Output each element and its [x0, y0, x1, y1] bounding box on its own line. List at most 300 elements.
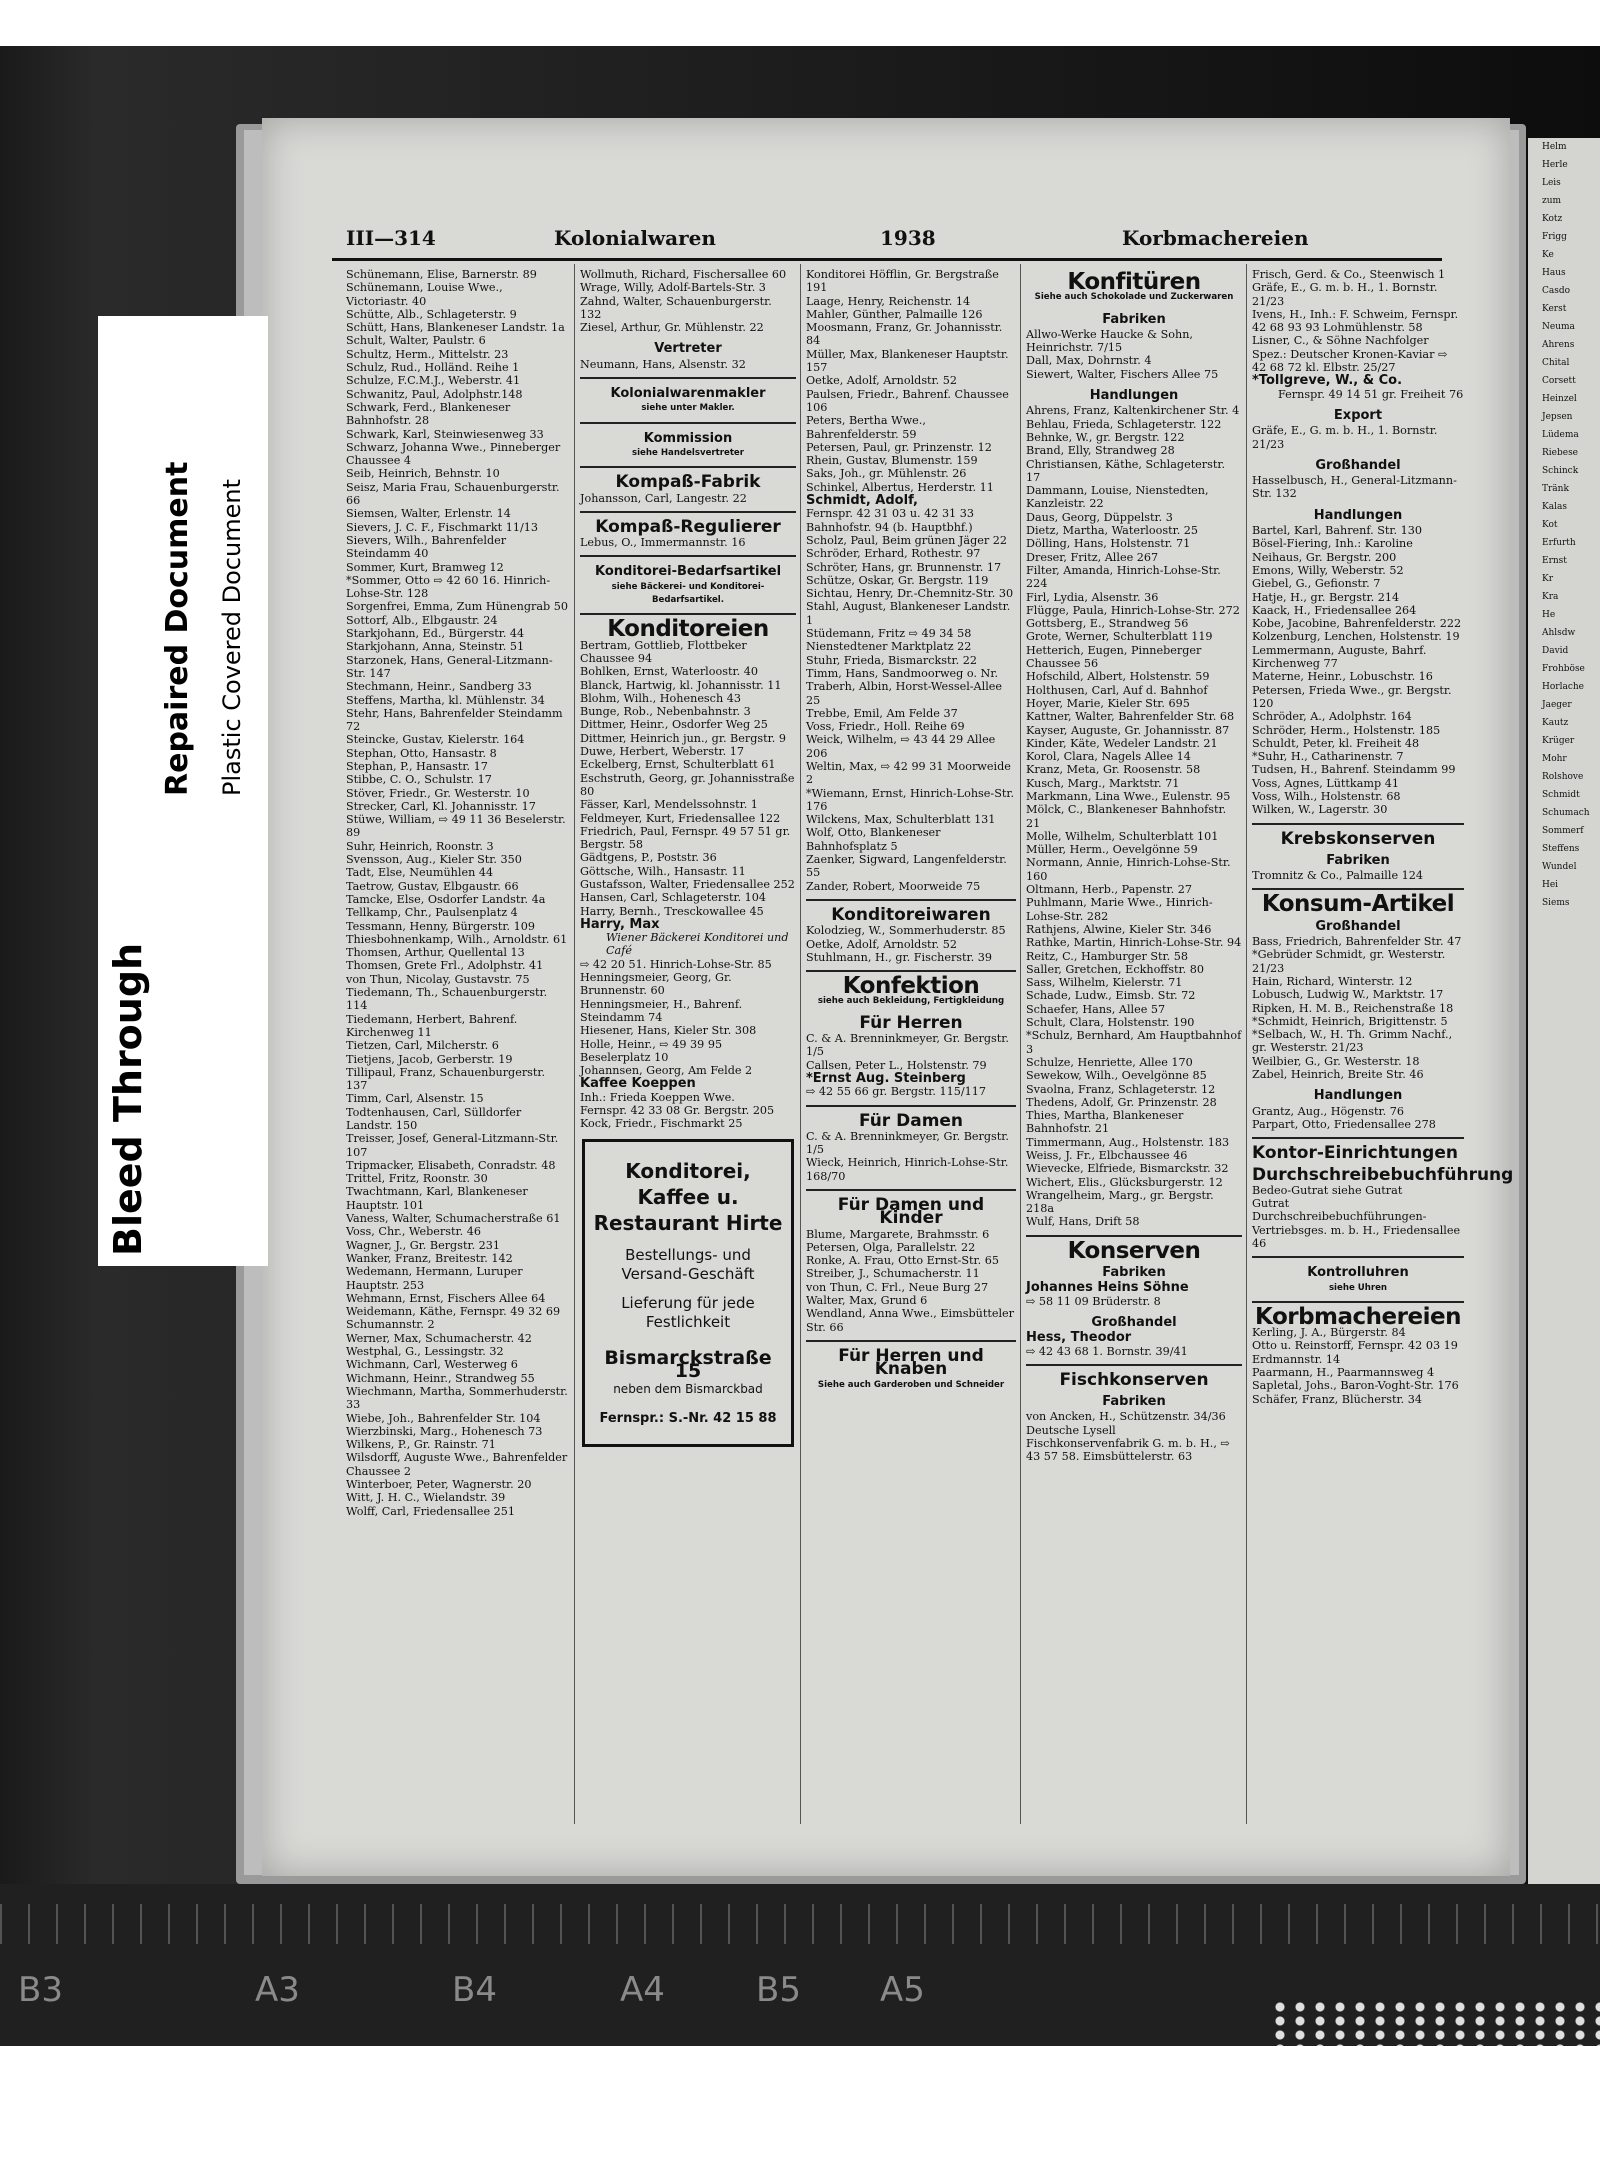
entry-address: ⇨ 58 11 09 Brüderstr. 8 — [1026, 1294, 1161, 1308]
directory-entry: Stuhlmann, H., gr. Fischerstr. 39 — [806, 950, 992, 964]
directory-entry: Timm, Hans, Sandmoorweg o. Nr. — [806, 666, 999, 680]
directory-entry: Tellkamp, Chr., Paulsenplatz 4 — [346, 906, 518, 920]
facing-page-fragment — [1528, 138, 1600, 1898]
bold-entry: *Ernst Aug. Steinberg — [806, 1070, 966, 1086]
directory-entry: Tiedemann, Herbert, Bahrenf. Kirchenweg 11 — [346, 1012, 518, 1039]
facing-page-word: Heinzel — [1542, 394, 1577, 404]
bold-entry: Johannes Heins Söhne — [1026, 1280, 1189, 1296]
ad-address: Bismarckstraße 15 — [604, 1346, 772, 1382]
directory-entry: Hetterich, Eugen, Pinneberger Chaussee 56 — [1026, 643, 1202, 671]
directory-entry: Wehmann, Ernst, Fischers Allee 64 — [346, 1291, 546, 1305]
column-5 — [1252, 268, 1514, 1406]
directory-entry: Wichert, Elis., Glücksburgerstr. 12 — [1026, 1175, 1223, 1189]
directory-entry: Hansen, Carl, Schlageterstr. 104 — [580, 891, 767, 905]
directory-entry: Trittel, Fritz, Roonstr. 30 — [346, 1172, 488, 1186]
directory-entry: Taetrow, Gustav, Elbgaustr. 66 — [346, 879, 519, 893]
directory-entry: Schult, Walter, Paulstr. 6 — [346, 334, 486, 348]
facing-page-word: zum — [1542, 196, 1562, 206]
directory-entry: Tromnitz & Co., Palmaille 124 — [1252, 869, 1423, 883]
section-heading: Großhandel — [1091, 1314, 1177, 1330]
rule — [1026, 1364, 1242, 1366]
entry-list — [806, 1228, 1016, 1334]
facing-page-word: Schmidt — [1542, 790, 1580, 800]
entry-list — [1252, 474, 1464, 501]
directory-entry: Sommer, Kurt, Bramweg 12 — [346, 560, 504, 574]
directory-entry: Schwarz, Johanna Wwe., Pinneberger Chaussee 4 — [346, 440, 561, 468]
facing-page-word: Schumach — [1542, 808, 1590, 818]
facing-page-word: Ahlsdw — [1542, 628, 1576, 638]
directory-entry: Wolf, Otto, Blankeneser Bahnhofsplatz 5 — [806, 826, 941, 853]
ruler-mark: B4 — [452, 1970, 497, 2010]
directory-entry: Steincke, Gustav, Kielerstr. 164 — [346, 733, 525, 747]
entry-list — [580, 536, 796, 549]
directory-entry: Traberh, Albin, Horst-Wessel-Allee 25 — [806, 680, 1003, 707]
section-heading: Für Damen und Kinder — [837, 1195, 985, 1229]
directory-entry: Fernspr. 42 31 03 u. 42 31 33 — [806, 507, 974, 521]
section-heading: Konsum-Artikel — [1261, 891, 1455, 918]
facing-page-word: Frohböse — [1542, 664, 1585, 674]
entry-list — [580, 639, 796, 918]
directory-entry: Blohm, Wilh., Hohenesch 43 — [580, 691, 741, 705]
facing-page-word: Corsett — [1542, 376, 1576, 386]
advertisement-box — [582, 1139, 794, 1448]
directory-entry: Sievers, J. C. F., Fischmarkt 11/13 — [346, 520, 538, 534]
entry-list — [806, 1032, 1016, 1072]
directory-entry: Schuldt, Peter, kl. Freiheit 48 — [1252, 736, 1420, 750]
directory-entry: Schütze, Oskar, Gr. Bergstr. 119 — [806, 573, 989, 587]
directory-entry: Schwark, Ferd., Blankeneser Bahnhofstr. 28 — [346, 400, 511, 428]
directory-entry: Dammann, Louise, Nienstedten, Kanzleistr. 22 — [1026, 484, 1209, 511]
entry-list — [1252, 935, 1464, 1081]
directory-entry: Wrage, Willy, Adolf-Bartels-Str. 3 — [580, 281, 766, 295]
directory-entry: Sewekow, Wilh., Oevelgönne 85 — [1026, 1069, 1207, 1083]
directory-entry: Suhr, Heinrich, Roonstr. 3 — [346, 839, 494, 853]
directory-entry: Thedens, Adolf, Gr. Prinzenstr. 28 — [1026, 1095, 1217, 1109]
directory-entry: Schünemann, Louise Wwe., Victoriastr. 40 — [346, 281, 503, 308]
directory-entry: Schwark, Karl, Steinwiesenweg 33 — [346, 427, 544, 441]
entry-list — [1252, 424, 1464, 451]
directory-entry: Hofschild, Albert, Holstenstr. 59 — [1026, 670, 1210, 684]
directory-entry: Inh.: Frieda Koeppen Wwe. — [580, 1090, 735, 1104]
directory-entry: Streiber, J., Schumacherstr. 11 — [806, 1267, 980, 1281]
directory-entry: Dittmer, Heinrich jun., gr. Bergstr. 9 — [580, 731, 786, 745]
ruler-ticks — [0, 1904, 1600, 1944]
right-running-title: Korbmachereien — [1122, 226, 1309, 250]
section-heading: Fischkonserven — [1059, 1369, 1209, 1390]
directory-entry: Reitz, C., Hamburger Str. 58 — [1026, 949, 1189, 963]
entry-list — [806, 268, 1016, 494]
entry-list — [806, 534, 1016, 893]
directory-entry: Sievers, Wilh., Bahrenfelder Steindamm 40 — [346, 533, 507, 561]
facing-page-word: Kerst — [1542, 304, 1567, 314]
section-heading: Fabriken — [1326, 852, 1390, 868]
directory-entry: Stechmann, Heinr., Sandberg 33 — [346, 680, 532, 694]
section-heading: Fabriken — [1102, 1265, 1166, 1281]
directory-entry: Rathjens, Alwine, Kieler Str. 346 — [1026, 922, 1212, 936]
section-heading: Kontrolluhren — [1307, 1265, 1409, 1281]
facing-page-word: Kautz — [1542, 718, 1569, 728]
directory-entry: Deutsche Lysell Fischkonservenfabrik G. m. b. H., ⇨ 43 57 58. Eimsbüttelerstr. 63 — [1026, 1423, 1230, 1464]
section-note: Siehe auch Garderoben und Schneider — [817, 1379, 1005, 1390]
directory-entry: Walter, Max, Grund 6 — [806, 1294, 928, 1308]
directory-entry: Voss, Agnes, Lüttkamp 41 — [1252, 776, 1399, 790]
ruler-mark: B3 — [18, 1970, 63, 2010]
facing-page-word: Frigg — [1542, 232, 1567, 242]
directory-entry: Filter, Amanda, Hinrich-Lohse-Str. 224 — [1026, 563, 1221, 591]
directory-entry: Bartel, Karl, Bahrenf. Str. 130 — [1252, 524, 1422, 538]
rule — [580, 511, 796, 513]
facing-page-word: Ke — [1542, 250, 1554, 260]
directory-entry: Gustafsson, Walter, Friedensallee 252 — [580, 877, 795, 891]
directory-entry: Otto u. Reinstorff, Fernspr. 42 03 19 Erdmannstr. 14 — [1252, 1339, 1458, 1366]
directory-entry: Wichmann, Heinr., Strandweg 55 — [346, 1371, 535, 1385]
directory-entry: Gutrat Durchschreibebuchführungen-Vertriebsges. m. b. H., Friedensallee 46 — [1252, 1197, 1461, 1250]
directory-entry: Schade, Ludw., Eimsb. Str. 72 — [1026, 989, 1196, 1003]
rule — [806, 970, 1016, 972]
directory-entry: von Thun, Nicolay, Gustavstr. 75 — [346, 972, 530, 986]
directory-entry: Sapletal, Johs., Baron-Voght-Str. 176 — [1252, 1379, 1459, 1393]
section-heading: Krebskonserven — [1280, 828, 1436, 849]
entry-list — [580, 358, 796, 371]
facing-page-word: Kr — [1542, 574, 1554, 584]
directory-entry: Materne, Heinr., Lobuschstr. 16 — [1252, 670, 1433, 684]
directory-entry: Zaenker, Sigward, Langenfelderstr. 55 — [806, 853, 1007, 880]
directory-entry: Molle, Wilhelm, Schulterblatt 101 — [1026, 829, 1219, 843]
rule — [1026, 1235, 1242, 1237]
section-heading: Korbmachereien — [1255, 1303, 1461, 1330]
facing-page-word: Ahrens — [1542, 340, 1575, 350]
directory-entry: Bahnhofstr. 94 (b. Hauptbhf.) — [806, 520, 973, 534]
entry-list — [806, 507, 1016, 534]
directory-entry: Kranz, Meta, Gr. Roosenstr. 58 — [1026, 763, 1201, 777]
directory-entry: *Suhr, H., Catharinenstr. 7 — [1252, 750, 1404, 764]
directory-entry: Lebus, O., Immermannstr. 16 — [580, 536, 746, 550]
directory-entry: Mahler, Günther, Palmaille 126 — [806, 307, 983, 321]
ruler-mark: A3 — [255, 1970, 300, 2010]
directory-entry: Wievecke, Elfriede, Bismarckstr. 32 — [1026, 1162, 1229, 1176]
directory-entry: Westphal, G., Lessingstr. 32 — [346, 1345, 504, 1359]
facing-page-word: Hei — [1542, 880, 1559, 890]
directory-entry: Werner, Max, Schumacherstr. 42 — [346, 1331, 532, 1345]
directory-entry: Wiebe, Joh., Bahrenfelder Str. 104 — [346, 1411, 541, 1425]
directory-entry: Seib, Heinrich, Behnstr. 10 — [346, 467, 500, 481]
directory-entry: Schult, Clara, Holstenstr. 190 — [1026, 1016, 1195, 1030]
directory-entry: Schröder, Erhard, Rothestr. 97 — [806, 547, 981, 561]
directory-entry: Wagner, J., Gr. Bergstr. 231 — [346, 1238, 501, 1252]
directory-entry: Fernspr. 42 33 08 Gr. Bergstr. 205 — [580, 1104, 775, 1118]
directory-entry: Dall, Max, Dohrnstr. 4 — [1026, 354, 1152, 368]
facing-page-word: Jepsen — [1542, 412, 1573, 422]
directory-entry: Dittmer, Heinr., Osdorfer Weg 25 — [580, 718, 768, 732]
entry-list — [1252, 1105, 1464, 1132]
directory-entry: von Thun, C. Frl., Neue Burg 27 — [806, 1280, 989, 1294]
section-heading: Fabriken — [1102, 311, 1166, 327]
section-heading: Großhandel — [1315, 918, 1401, 934]
entry-list — [1252, 268, 1464, 374]
directory-entry: Siewert, Walter, Fischers Allee 75 — [1026, 367, 1219, 381]
directory-entry: Oetke, Adolf, Arnoldstr. 52 — [806, 374, 958, 388]
column-4 — [1026, 268, 1242, 1464]
directory-entry: Weiss, J. Fr., Elbchaussee 46 — [1026, 1149, 1188, 1162]
directory-entry: Wichmann, Carl, Westerweg 6 — [346, 1358, 518, 1372]
section-heading: Konditoreien — [607, 616, 769, 643]
directory-entry: Winterboer, Peter, Wagnerstr. 20 — [346, 1478, 532, 1492]
directory-entry: Dreser, Fritz, Allee 267 — [1026, 550, 1159, 564]
directory-entry: Kock, Friedr., Fischmarkt 25 — [580, 1117, 743, 1131]
rule — [580, 377, 796, 379]
entry-list — [1252, 869, 1464, 882]
facing-page-word: Chital — [1542, 358, 1570, 368]
section-note: siehe Handelsvertreter — [632, 447, 744, 458]
directory-entry: Stephan, P., Hansastr. 17 — [346, 759, 488, 773]
rule — [580, 466, 796, 468]
directory-entry: Laage, Henry, Reichenstr. 14 — [806, 294, 971, 308]
entry-list — [1252, 1184, 1464, 1250]
directory-entry: Stüdemann, Fritz ⇨ 49 34 58 Nienstedtener Marktplatz 22 — [806, 627, 972, 654]
rule — [806, 1105, 1016, 1107]
directory-entry: Wilsdorff, Auguste Wwe., Bahrenfelder Chaussee 2 — [346, 1451, 568, 1478]
rule — [806, 1189, 1016, 1191]
directory-entry: Friedrich, Paul, Fernspr. 49 57 51 gr. Bergstr. 58 — [580, 824, 791, 852]
directory-entry: Schäfer, Franz, Blücherstr. 34 — [1252, 1392, 1422, 1406]
directory-entry: von Ancken, H., Schützenstr. 34/36 — [1026, 1410, 1226, 1424]
directory-entry: Flügge, Paula, Hinrich-Lohse-Str. 272 — [1026, 603, 1240, 617]
directory-entry: Stibbe, C. O., Schulstr. 17 — [346, 773, 492, 787]
column-2 — [580, 268, 796, 1455]
directory-entry: Hiesener, Hans, Kieler Str. 308 — [580, 1024, 757, 1038]
ad-text: Lieferung für jede Festlichkeit — [621, 1293, 755, 1331]
rule — [580, 422, 796, 424]
directory-entry: Brand, Elly, Strandweg 28 — [1026, 444, 1175, 458]
directory-entry: Strecker, Carl, Kl. Johannisstr. 17 — [346, 799, 536, 813]
rule — [1252, 1301, 1464, 1303]
directory-entry: Henningsmeier, Georg, Gr. Brunnenstr. 60 — [580, 971, 732, 998]
facing-page-word: Kotz — [1542, 214, 1563, 224]
entry-list — [580, 1091, 796, 1131]
directory-entry: Giebel, G., Gefionstr. 7 — [1252, 577, 1381, 591]
directory-entry: Ronke, A. Frau, Otto Ernst-Str. 65 — [806, 1254, 999, 1268]
facing-page-word: Wundel — [1542, 862, 1577, 872]
entry-list — [1252, 1326, 1464, 1406]
directory-entry: Starzonek, Hans, General-Litzmann-Str. 147 — [346, 653, 553, 680]
directory-entry: Kobe, Jacobine, Bahrenfelderstr. 222 — [1252, 617, 1462, 631]
facing-page-word: Haus — [1542, 268, 1566, 278]
rule — [806, 1340, 1016, 1342]
directory-entry: Markmann, Lina Wwe., Eulenstr. 95 — [1026, 789, 1231, 803]
facing-page-word: Mohr — [1542, 754, 1567, 764]
directory-entry: Twachtmann, Karl, Blankeneser Hauptstr. 101 — [346, 1185, 528, 1212]
facing-page-word: Schinck — [1542, 466, 1579, 476]
directory-entry: Saller, Gretchen, Eckhoffstr. 80 — [1026, 962, 1204, 976]
directory-entry: Wierzbinski, Marg., Hohenesch 73 — [346, 1424, 543, 1438]
entry-address: ⇨ 42 55 66 gr. Bergstr. 115/117 — [806, 1085, 986, 1099]
column-1 — [346, 268, 568, 1518]
directory-entry: Tietjens, Jacob, Gerberstr. 19 — [346, 1052, 513, 1066]
label-plastic-covered: Plastic Covered Document — [218, 479, 246, 796]
directory-entry: Schütt, Hans, Blankeneser Landstr. 1a — [346, 321, 565, 335]
directory-entry: Johansson, Carl, Langestr. 22 — [580, 491, 747, 505]
directory-entry: Stehr, Hans, Bahrenfelder Steindamm 72 — [346, 706, 563, 734]
directory-entry: Rhein, Gustav, Blumenstr. 159 — [806, 454, 978, 468]
directory-entry: Starkjohann, Ed., Bürgerstr. 44 — [346, 627, 525, 641]
directory-entry: Wendland, Anna Wwe., Eimsbütteler Str. 66 — [806, 1307, 1015, 1334]
directory-entry: Wedemann, Hermann, Luruper Hauptstr. 253 — [346, 1265, 523, 1292]
directory-entry: Weick, Wilhelm, ⇨ 43 44 29 Allee 206 — [806, 733, 996, 760]
section-heading: Konditorei-Bedarfsartikel — [594, 564, 782, 580]
directory-entry: Zander, Robert, Moorweide 75 — [806, 879, 981, 893]
directory-entry: Svaolna, Franz, Schlageterstr. 12 — [1026, 1082, 1216, 1096]
entry-list — [1026, 1410, 1242, 1463]
section-heading: Handlungen — [1313, 1088, 1403, 1104]
directory-entry: Müller, Herm., Oevelgönne 59 — [1026, 843, 1198, 857]
section-heading: Konfitüren — [1067, 269, 1201, 295]
directory-entry: Dietz, Martha, Waterloostr. 25 — [1026, 524, 1199, 538]
directory-entry: Hoyer, Marie, Kieler Str. 695 — [1026, 696, 1190, 710]
directory-entry: C. & A. Brenninkmeyer, Gr. Bergstr. 1/5 — [806, 1032, 1009, 1059]
entry-list — [1026, 404, 1242, 1228]
entry-list — [580, 492, 796, 505]
directory-entry: Siemsen, Walter, Erlenstr. 14 — [346, 507, 511, 521]
directory-entry: Feldmeyer, Kurt, Friedensallee 122 — [580, 811, 781, 825]
directory-entry: Treisser, Josef, General-Litzmann-Str. 107 — [346, 1132, 559, 1159]
directory-entry: Grote, Werner, Schulterblatt 119 — [1026, 630, 1213, 644]
entry-list — [806, 924, 1016, 964]
facing-page-word: Kalas — [1542, 502, 1567, 512]
directory-entry: Timmermann, Aug., Holstenstr. 183 — [1026, 1135, 1230, 1149]
section-heading: Kompaß-Fabrik — [615, 472, 761, 493]
directory-entry: Schulz, Rud., Holländ. Reihe 1 — [346, 361, 520, 375]
section-heading: Kommission — [643, 430, 733, 446]
directory-entry: Petersen, Olga, Parallelstr. 22 — [806, 1240, 976, 1254]
directory-entry: C. & A. Brenninkmeyer, Gr. Bergstr. 1/5 — [806, 1129, 1009, 1157]
directory-entry: Wrangelheim, Marg., gr. Bergstr. 218a — [1026, 1188, 1214, 1216]
directory-entry: Fässer, Karl, Mendelssohnstr. 1 — [580, 798, 758, 812]
directory-entry: Parpart, Otto, Friedensallee 278 — [1252, 1117, 1436, 1131]
directory-entry: Sass, Wilhelm, Kielerstr. 71 — [1026, 976, 1183, 990]
directory-entry: Blume, Margarete, Brahmsstr. 6 — [806, 1227, 990, 1241]
rule — [580, 555, 796, 557]
page-number: III—314 — [346, 226, 436, 250]
directory-entry: Tripmacker, Elisabeth, Conradstr. 48 — [346, 1158, 556, 1172]
column-3 — [806, 268, 1016, 1392]
directory-entry: Weilbier, G., Gr. Westerstr. 18 — [1252, 1054, 1420, 1068]
section-heading: Fabriken — [1102, 1394, 1166, 1410]
directory-entry: Callsen, Peter L., Holstenstr. 79 — [806, 1058, 987, 1072]
section-heading: Großhandel — [1315, 457, 1401, 473]
directory-entry: Tiedemann, Th., Schauenburgerstr. 114 — [346, 986, 548, 1013]
section-heading: Handlungen — [1089, 388, 1179, 404]
ruler-mark: A4 — [620, 1970, 665, 2010]
directory-entry: Christiansen, Käthe, Schlageterstr. 17 — [1026, 457, 1226, 484]
directory-entry: *Schulz, Bernhard, Am Hauptbahnhof 3 — [1026, 1029, 1242, 1056]
directory-entry: Timm, Carl, Alsenstr. 15 — [346, 1092, 484, 1106]
column-divider — [1020, 264, 1021, 1824]
facing-page-word: Krüger — [1542, 736, 1575, 746]
section-heading: Handlungen — [1313, 507, 1403, 523]
directory-entry: Hatje, H., gr. Bergstr. 214 — [1252, 590, 1400, 604]
directory-entry: Kerling, J. A., Bürgerstr. 84 — [1252, 1326, 1406, 1340]
facing-page-word: Riebese — [1542, 448, 1579, 458]
directory-entry: Schröter, Hans, gr. Brunnenstr. 17 — [806, 560, 1002, 574]
directory-entry: Holthusen, Carl, Auf d. Bahnhof — [1026, 683, 1208, 697]
bold-entry: Harry, Max — [580, 916, 660, 932]
directory-entry: Vaness, Walter, Schumacherstraße 61 — [346, 1212, 561, 1226]
directory-entry: Seisz, Maria Frau, Schauenburgerstr. 66 — [346, 480, 560, 508]
ruler-mark: B5 — [756, 1970, 801, 2010]
rule — [806, 899, 1016, 901]
section-heading: Kontor-Einrichtungen — [1252, 1143, 1458, 1164]
directory-entry: Stahl, August, Blankeneser Landstr. 1 — [806, 600, 1011, 627]
directory-entry: Steffens, Martha, kl. Mühlenstr. 34 — [346, 693, 545, 707]
directory-entry: Svensson, Aug., Kieler Str. 350 — [346, 853, 522, 867]
directory-entry: Oetke, Adolf, Arnoldstr. 52 — [806, 937, 958, 951]
directory-entry: *Gebrüder Schmidt, gr. Westerstr. 21/23 — [1252, 948, 1446, 975]
year: 1938 — [880, 226, 936, 250]
facing-page-word: Leis — [1542, 178, 1561, 188]
rule — [580, 613, 796, 615]
directory-entry: Johannsen, Georg, Am Felde 2 — [580, 1064, 753, 1078]
directory-entry: Neumann, Hans, Alsenstr. 32 — [580, 357, 746, 371]
directory-entry: *Selbach, W., H. Th. Grimm Nachf., gr. Westerstr. 21/23 — [1252, 1028, 1453, 1055]
rule — [1252, 1256, 1464, 1258]
directory-entry: Wulf, Hans, Drift 58 — [1026, 1215, 1140, 1229]
label-card — [98, 316, 268, 1266]
directory-entry: Stuhr, Frieda, Bismarckstr. 22 — [806, 653, 977, 667]
facing-page-word: Neuma — [1542, 322, 1575, 332]
label-repaired-document: Repaired Document — [160, 461, 195, 796]
ad-text: Bestellungs- und Versand-Geschäft — [621, 1245, 755, 1283]
directory-entry: Schwanitz, Paul, Adolphstr.148 — [346, 387, 523, 401]
section-note: Siehe auch Schokolade und Zuckerwaren — [1034, 292, 1234, 303]
directory-entry: *Sommer, Otto ⇨ 42 60 16. Hinrich-Lohse-Str. 128 — [346, 573, 551, 601]
directory-entry: Kolzenburg, Lenchen, Holstenstr. 19 — [1252, 630, 1460, 644]
ad-text: neben dem Bismarckbad — [613, 1382, 763, 1397]
facing-page-word: David — [1542, 646, 1569, 656]
entry-list — [580, 971, 796, 1077]
directory-entry: Kayser, Auguste, Gr. Johannisstr. 87 — [1026, 723, 1230, 737]
directory-entry: Scholz, Paul, Beim grünen Jäger 22 — [806, 533, 1008, 547]
directory-entry: Wieck, Heinrich, Hinrich-Lohse-Str. 168/70 — [806, 1156, 1009, 1183]
directory-entry: Eckelberg, Ernst, Schulterblatt 61 — [580, 758, 776, 772]
section-heading: Konfektion — [842, 973, 980, 1000]
directory-entry: Wilken, W., Lagerstr. 30 — [1252, 803, 1388, 817]
directory-entry: Frisch, Gerd. & Co., Steenwisch 1 — [1252, 268, 1446, 281]
directory-entry: Bösel-Fiering, Inh.: Karoline Neihaus, Gr. Bergstr. 200 — [1252, 537, 1413, 564]
directory-entry: Wilckens, Max, Schulterblatt 131 — [806, 813, 996, 827]
section-heading: Export — [1333, 407, 1383, 423]
entry-list — [806, 1130, 1016, 1183]
directory-entry: Ripken, H. M. B., Reichenstraße 18 — [1252, 1001, 1454, 1015]
directory-entry: Henningsmeier, H., Bahrenf. Steindamm 74 — [580, 997, 743, 1024]
directory-entry: Wanker, Franz, Breitestr. 142 — [346, 1251, 513, 1265]
ruler-mark: A5 — [880, 1970, 925, 2010]
directory-entry: Voss, Chr., Weberstr. 46 — [346, 1225, 481, 1239]
directory-entry: Thies, Martha, Blankeneser Bahnhofstr. 21 — [1026, 1109, 1184, 1136]
directory-entry: *Schmidt, Heinrich, Brigittenstr. 5 — [1252, 1014, 1448, 1028]
bold-entry: Schmidt, Adolf, — [806, 493, 918, 509]
directory-entry: Zahnd, Walter, Schauenburgerstr. 132 — [580, 294, 772, 321]
directory-entry: Stöver, Friedr., Gr. Westerstr. 10 — [346, 786, 530, 800]
directory-entry: Kusch, Marg., Marktstr. 71 — [1026, 776, 1180, 790]
directory-entry: Tietzen, Carl, Milcherstr. 6 — [346, 1039, 499, 1053]
directory-entry: Eschstruth, Georg, gr. Johannisstraße 80 — [580, 771, 795, 798]
dot-pattern — [1270, 2000, 1600, 2046]
directory-entry: Voss, Friedr., Holl. Reihe 69 — [806, 720, 965, 734]
directory-entry: Müller, Max, Blankeneser Hauptstr. 157 — [806, 347, 1009, 375]
rule — [1252, 1137, 1464, 1139]
section-heading: Vertreter — [654, 341, 722, 357]
directory-entry: Todtenhausen, Carl, Sülldorfer Landstr. 150 — [346, 1105, 522, 1132]
